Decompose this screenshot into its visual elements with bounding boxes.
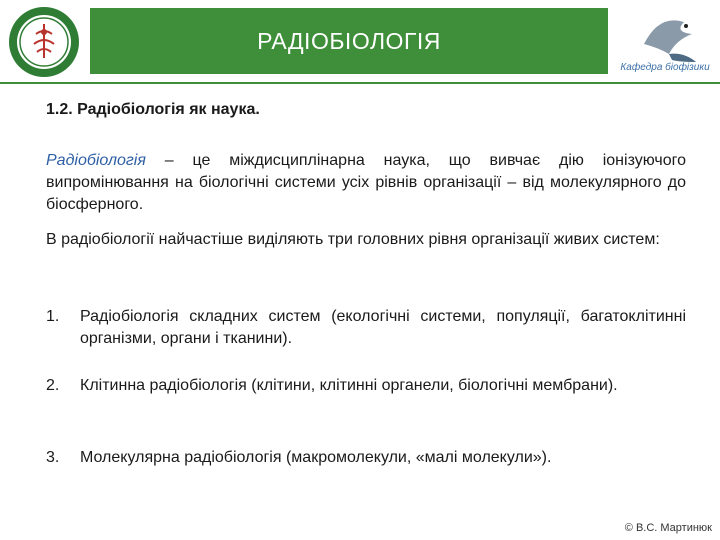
list-item-number: 3. <box>46 449 60 466</box>
header-divider <box>0 82 720 84</box>
list-item-number: 1. <box>46 308 60 325</box>
levels-intro-paragraph: В радіобіології найчастіше виділяють три головних рівня організації живих систем: <box>46 231 660 248</box>
definition-text: – це міждисциплінарна наука, що вивчає дію іонізуючого випромінювання на біологічні системи усіх рівнів організації – від молекулярного до біосферного. <box>46 152 686 213</box>
list-item-text: Клітинна радіобіологія (клітини, клітинні органели, біологічні мембрани). <box>80 377 618 394</box>
definition-paragraph <box>46 150 686 216</box>
defined-term: Радіобіологія <box>46 152 146 169</box>
section-subtitle: 1.2. Радіобіологія як наука. <box>46 101 260 118</box>
list-item <box>46 447 686 469</box>
list-item <box>46 375 686 397</box>
page-title: РАДІОБІОЛОГІЯ <box>257 27 441 54</box>
list-item-text: Радіобіологія складних систем (екологічні системи, популяції, багатоклітинні організми, органи і тканини). <box>80 308 686 347</box>
department-caption: Кафедра біофізики <box>620 62 710 73</box>
list-item <box>46 306 686 350</box>
header <box>0 0 720 80</box>
university-emblem-icon <box>4 4 84 80</box>
list-item-text: Молекулярна радіобіологія (макромолекули, «малі молекули»). <box>80 449 552 466</box>
copyright-footer: © В.С. Мартинюк <box>624 522 712 534</box>
list-item-number: 2. <box>46 377 60 394</box>
